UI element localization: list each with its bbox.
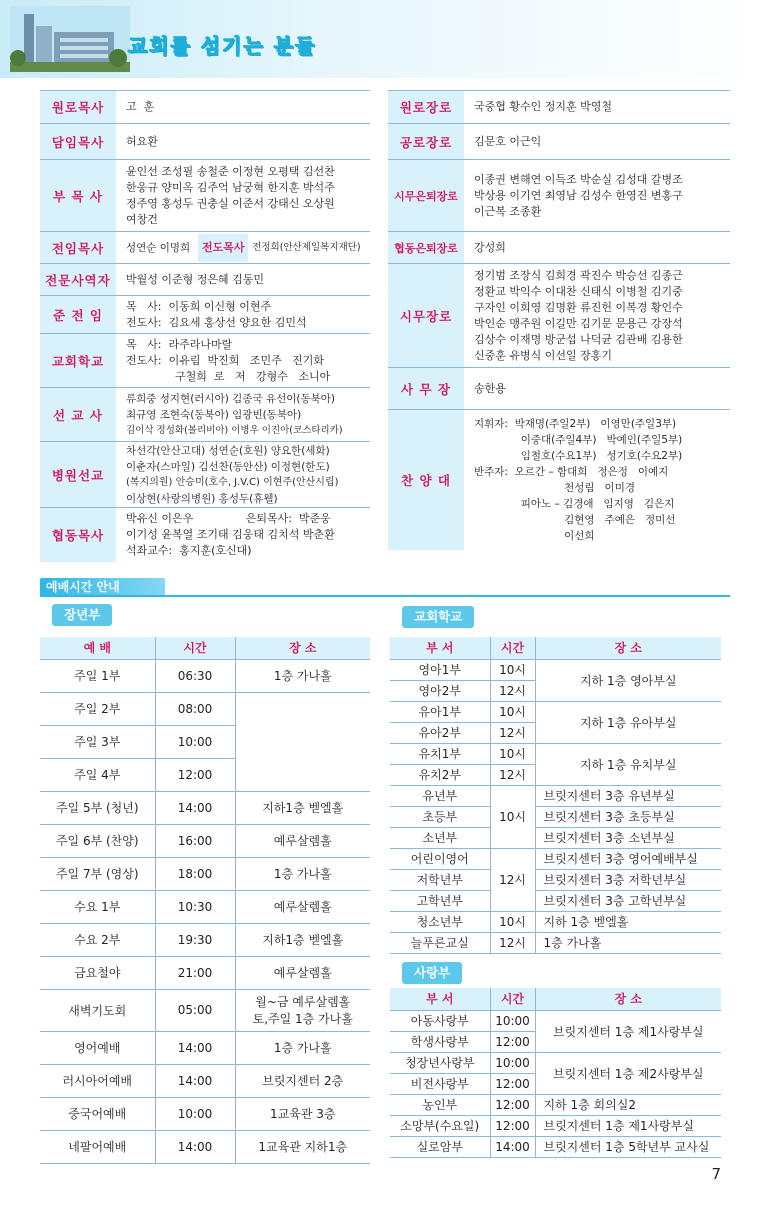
staff-value xyxy=(464,264,683,367)
table-cell-time: 12:00 xyxy=(490,1115,535,1136)
table-cell-name: 수요 1부 xyxy=(40,890,155,923)
staff-line: 정기범 조장식 김희경 곽진수 박승선 김종근 xyxy=(474,268,683,282)
table-cell-name: 늘푸른교실 xyxy=(390,932,490,953)
table-row xyxy=(390,848,721,869)
staff-line: 목 사: 이동희 이신형 이현주 xyxy=(126,299,272,313)
table-row xyxy=(390,869,721,890)
staff-row xyxy=(40,160,370,232)
table-cell-time: 10시 xyxy=(490,785,535,848)
table-cell-place: 브릿지센터 1층 5학년부 교사실 xyxy=(535,1136,721,1157)
staff-line: 임철호(수요1부) 성기호(수요2부) xyxy=(474,450,683,462)
table-cell-place: 지하1층 벧엘홀 xyxy=(235,791,370,824)
table-row xyxy=(390,1094,721,1115)
table-row xyxy=(40,1031,370,1064)
adult-tag: 장년부 xyxy=(52,604,112,626)
table-row xyxy=(390,806,721,827)
table-cell-name: 금요철야 xyxy=(40,956,155,989)
staff-line: 신중훈 유병식 이선일 장홍기 xyxy=(474,348,613,362)
staff-line: 성연순 이명희 xyxy=(126,241,191,254)
table-cell-name: 영아1부 xyxy=(390,659,490,680)
table-row xyxy=(40,824,370,857)
table-cell-place: 1층 가나홀 xyxy=(235,1031,370,1064)
staff-value: 박월성 이준형 정은혜 김동민 xyxy=(126,272,265,286)
table-cell-name: 주일 4부 xyxy=(40,758,155,791)
staff-line: 김현영 주예은 정미선 xyxy=(474,514,676,526)
staff-label: 협동목사 xyxy=(40,508,116,562)
table-cell-name: 유치2부 xyxy=(390,764,490,785)
staff-line: 이중대(주일4부) 박예인(주일5부) xyxy=(474,434,683,446)
table-cell-time: 21:00 xyxy=(155,956,235,989)
table-cell-name: 중국어예배 xyxy=(40,1097,155,1130)
staff-line: 한웅규 양미옥 김주억 남궁혁 한지훈 박석주 xyxy=(126,180,335,194)
staff-label: 원로장로 xyxy=(388,91,464,123)
table-row xyxy=(390,659,721,680)
staff-row xyxy=(40,334,370,388)
staff-value: 허요환 xyxy=(126,134,158,148)
staff-line: 구철희 로 저 강형수 소니아 xyxy=(126,369,331,383)
table-cell-name: 실로암부 xyxy=(390,1136,490,1157)
table-cell-place: 브릿지센터 3층 초등부실 xyxy=(535,806,721,827)
table-cell-time: 05:00 xyxy=(155,989,235,1031)
table-row xyxy=(390,743,721,764)
table-row xyxy=(40,989,370,1031)
table-cell-time: 14:00 xyxy=(490,1136,535,1157)
table-row xyxy=(390,827,721,848)
staff-line: 이종권 변해연 이득조 박순실 김성대 갈병조 xyxy=(474,172,683,186)
column-header: 부 서 xyxy=(390,637,490,659)
love-tag: 사랑부 xyxy=(402,962,462,984)
column-header: 장 소 xyxy=(535,988,721,1010)
staff-line: 이춘자(스마일) 김선찬(동안산) 이정현(한도) xyxy=(126,460,330,473)
table-cell-name: 주일 7부 (영상) xyxy=(40,857,155,890)
table-cell-time: 12시 xyxy=(490,932,535,953)
table-cell-name: 유치1부 xyxy=(390,743,490,764)
staff-value: 강성희 xyxy=(474,240,506,254)
staff-line: 석좌교수: 홍지훈(호신대) xyxy=(126,544,252,557)
table-header-row xyxy=(390,637,721,659)
table-cell-time: 12시 xyxy=(490,680,535,701)
table-cell-place: 1교육관 지하1층 xyxy=(235,1130,370,1163)
table-cell-name: 소망부(수요일) xyxy=(390,1115,490,1136)
staff-line: 이근복 조종환 xyxy=(474,204,542,218)
table-cell-name: 유아1부 xyxy=(390,701,490,722)
staff-label: 공로장로 xyxy=(388,124,464,159)
staff-line: 차선각(안산고대) 성연순(호원) 양요한(세화) xyxy=(126,444,330,457)
table-cell-name: 주일 2부 xyxy=(40,692,155,725)
staff-row xyxy=(388,368,730,410)
column-header: 장 소 xyxy=(535,637,721,659)
staff-line: 박인순 맹주원 이길만 김기문 문용근 강장석 xyxy=(474,316,683,330)
staff-line: 목 사: 라주라나마랄 xyxy=(126,337,233,351)
staff-line: (복지의원) 안승미(호수, J.V.C) 이현주(안산시립) xyxy=(126,476,339,488)
table-cell-name: 아동사랑부 xyxy=(390,1010,490,1031)
table-cell-name: 청장년사랑부 xyxy=(390,1052,490,1073)
table-row xyxy=(40,1064,370,1097)
staff-value: 송한용 xyxy=(474,381,506,395)
staff-label: 원로목사 xyxy=(40,91,116,123)
column-header: 시간 xyxy=(155,637,235,659)
table-cell-place: 1층 가나홀 xyxy=(235,659,370,692)
table-row xyxy=(40,692,370,725)
table-row xyxy=(40,1097,370,1130)
table-cell-name: 어린이영어 xyxy=(390,848,490,869)
table-header-row xyxy=(40,637,370,659)
staff-line: 전도사: 김요세 홍상선 양요한 김민석 xyxy=(126,315,307,329)
staff-label: 전임목사 xyxy=(40,232,116,263)
table-cell-name: 유아2부 xyxy=(390,722,490,743)
table-row xyxy=(40,923,370,956)
staff-label: 담임목사 xyxy=(40,124,116,159)
table-row xyxy=(40,659,370,692)
column-header: 시간 xyxy=(490,637,535,659)
staff-row xyxy=(388,232,730,264)
table-cell-name: 청소년부 xyxy=(390,911,490,932)
table-cell-place: 브릿지센터 2층 xyxy=(235,1064,370,1097)
table-cell-time: 12:00 xyxy=(490,1094,535,1115)
table-cell-name: 비전사랑부 xyxy=(390,1073,490,1094)
column-header: 부 서 xyxy=(390,988,490,1010)
love-table xyxy=(390,988,721,1158)
staff-label: 시무장로 xyxy=(388,264,464,367)
table-cell-time: 12:00 xyxy=(490,1073,535,1094)
table-cell-name: 영어예배 xyxy=(40,1031,155,1064)
staff-row xyxy=(388,124,730,160)
table-cell-name: 새벽기도회 xyxy=(40,989,155,1031)
staff-label: 협동은퇴장로 xyxy=(388,232,464,263)
staff-extra-value: 전정희(안산제일복지재단) xyxy=(252,241,361,253)
table-cell-name: 네팔어예배 xyxy=(40,1130,155,1163)
table-cell-name: 수요 2부 xyxy=(40,923,155,956)
staff-value xyxy=(116,334,330,387)
table-cell-place: 지하 1층 벧엘홀 xyxy=(535,911,721,932)
staff-line: 이상현(사랑의병원) 홍성두(휴웰) xyxy=(126,492,278,505)
table-cell-place: 브릿지센터 3층 유년부실 xyxy=(535,785,721,806)
staff-label: 시무은퇴장로 xyxy=(388,160,464,231)
staff-label: 선 교 사 xyxy=(40,388,116,441)
table-cell-time: 10시 xyxy=(490,911,535,932)
table-cell-place: 1층 가나홀 xyxy=(535,932,721,953)
staff-row xyxy=(40,296,370,334)
staff-line: 지휘자: 박재명(주일2부) 이영만(주일3부) xyxy=(474,418,677,430)
staff-line: 구자인 이희영 김명환 류진헌 이복경 황인수 xyxy=(474,300,683,314)
staff-line: 천성림 이미경 xyxy=(474,482,635,494)
table-cell-name: 농인부 xyxy=(390,1094,490,1115)
staff-line: 반주자: 오르간 – 함대희 정은정 이예지 xyxy=(474,466,669,478)
staff-line: 이선희 xyxy=(474,530,595,542)
staff-value xyxy=(116,508,335,562)
table-cell-time: 10:00 xyxy=(490,1052,535,1073)
staff-row xyxy=(40,264,370,296)
staff-line: 윤인선 조성필 송철준 이정현 오평택 김선찬 xyxy=(126,164,335,178)
table-cell-place: 지하 1층 유치부실 xyxy=(535,743,721,785)
table-cell-time: 12:00 xyxy=(490,1031,535,1052)
table-row xyxy=(390,1052,721,1073)
staff-row xyxy=(388,90,730,124)
staff-row xyxy=(388,264,730,368)
table-cell-time: 10:00 xyxy=(155,1097,235,1130)
table-cell-place: 브릿지센터 3층 고학년부실 xyxy=(535,890,721,911)
staff-row xyxy=(40,124,370,160)
section-divider xyxy=(40,595,730,597)
table-cell-place: 1층 가나홀 xyxy=(235,857,370,890)
table-cell-name: 저학년부 xyxy=(390,869,490,890)
table-cell-time: 14:00 xyxy=(155,1064,235,1097)
staff-row xyxy=(40,388,370,442)
table-cell-place: 브릿지센터 3층 영어예배부실 xyxy=(535,848,721,869)
table-cell-place: 1교육관 3층 xyxy=(235,1097,370,1130)
table-cell-time: 14:00 xyxy=(155,1031,235,1064)
table-cell-time: 19:30 xyxy=(155,923,235,956)
table-cell-place: 지하 1층 회의실2 xyxy=(535,1094,721,1115)
table-cell-time: 10:30 xyxy=(155,890,235,923)
table-cell-place: 브릿지센터 1층 제2사랑부실 xyxy=(535,1052,721,1094)
school-table xyxy=(390,637,721,954)
table-cell-time: 10시 xyxy=(490,701,535,722)
staff-label: 찬 양 대 xyxy=(388,410,464,550)
staff-row xyxy=(388,160,730,232)
table-cell-time: 10:00 xyxy=(155,725,235,758)
table-cell-name: 고학년부 xyxy=(390,890,490,911)
table-cell-place: 예루살렘홀 xyxy=(235,824,370,857)
table-cell-time: 12시 xyxy=(490,722,535,743)
staff-extra-label: 전도목사 xyxy=(198,234,248,262)
table-cell-time: 06:30 xyxy=(155,659,235,692)
table-cell-time: 12시 xyxy=(490,764,535,785)
staff-value xyxy=(116,296,307,333)
table-cell-time: 18:00 xyxy=(155,857,235,890)
staff-line: 정주영 홍성두 권충실 이준서 강태신 오상원 xyxy=(126,196,335,210)
table-cell-time: 12시 xyxy=(490,848,535,911)
table-row xyxy=(390,785,721,806)
page-title: 교회를 섬기는 분들 xyxy=(128,34,317,58)
staff-line: 김이삭 정성화(볼리비아) 이병우 이진아(코스타리카) xyxy=(126,424,343,436)
table-row xyxy=(40,857,370,890)
table-cell-place: 예루살렘홀 xyxy=(235,890,370,923)
staff-row xyxy=(40,232,370,264)
staff-line: 류희중 성지현(러시아) 김종국 유선이(동북아) xyxy=(126,392,335,405)
staff-row xyxy=(40,90,370,124)
staff-line: 이기성 윤복열 조기태 김웅태 김치석 박춘환 xyxy=(126,528,335,541)
staff-label: 부 목 사 xyxy=(40,160,116,231)
table-row xyxy=(390,911,721,932)
table-row xyxy=(390,1136,721,1157)
table-cell-time: 14:00 xyxy=(155,1130,235,1163)
table-row xyxy=(390,890,721,911)
table-row xyxy=(40,1130,370,1163)
table-cell-place: 브릿지센터 3층 저학년부실 xyxy=(535,869,721,890)
table-row xyxy=(40,956,370,989)
staff-line: 김상수 이재명 방군섭 나덕균 김관배 김용한 xyxy=(474,332,683,346)
staff-line: 박유신 이은우 은퇴목사: 박준웅 xyxy=(126,512,331,525)
staff-label: 사 무 장 xyxy=(388,368,464,409)
staff-line: 여창건 xyxy=(126,212,158,226)
table-cell-time: 10시 xyxy=(490,659,535,680)
staff-label: 교회학교 xyxy=(40,334,116,387)
staff-value xyxy=(116,160,335,231)
table-cell-place: 브릿지센터 1층 제1사랑부실 xyxy=(535,1010,721,1052)
table-cell-name: 러시아어예배 xyxy=(40,1064,155,1097)
table-cell-time: 08:00 xyxy=(155,692,235,725)
worship-section-title: 예배시간 안내 xyxy=(40,578,165,596)
table-cell-place: 지하 1층 영아부실 xyxy=(535,659,721,701)
staff-row xyxy=(388,410,730,550)
staff-label: 병원선교 xyxy=(40,442,116,507)
staff-value xyxy=(116,388,343,441)
staff-label: 전문사역자 xyxy=(40,264,116,295)
table-row xyxy=(390,1010,721,1031)
church-building-illustration xyxy=(10,6,130,72)
table-cell-place xyxy=(235,692,370,791)
table-cell-name: 주일 3부 xyxy=(40,725,155,758)
staff-row xyxy=(40,442,370,508)
staff-line: 최규영 조현숙(동북아) 임광빈(동북아) xyxy=(126,408,302,421)
staff-value xyxy=(116,232,361,263)
column-header: 예 배 xyxy=(40,637,155,659)
staff-value: 국중협 황수인 정지훈 박영철 xyxy=(474,100,613,113)
table-row xyxy=(40,890,370,923)
school-tag: 교회학교 xyxy=(402,606,474,628)
table-cell-place: 지하1층 벧엘홀 xyxy=(235,923,370,956)
adult-worship-table xyxy=(40,637,370,1164)
table-cell-place: 브릿지센터 1층 제1사랑부실 xyxy=(535,1115,721,1136)
staff-label: 준 전 임 xyxy=(40,296,116,333)
table-cell-time: 12:00 xyxy=(155,758,235,791)
column-header: 장 소 xyxy=(235,637,370,659)
table-cell-time: 10:00 xyxy=(490,1010,535,1031)
table-row xyxy=(390,701,721,722)
table-cell-name: 초등부 xyxy=(390,806,490,827)
table-cell-name: 학생사랑부 xyxy=(390,1031,490,1052)
staff-row xyxy=(40,508,370,562)
staff-value xyxy=(464,410,682,550)
table-cell-place: 월~금 예루살렘홀 토,주일 1층 가나홀 xyxy=(235,989,370,1031)
table-cell-place: 브릿지센터 3층 소년부실 xyxy=(535,827,721,848)
table-cell-place: 지하 1층 유아부실 xyxy=(535,701,721,743)
table-cell-time: 16:00 xyxy=(155,824,235,857)
staff-line: 박상용 이기연 최영남 김성수 한영진 변홍구 xyxy=(474,188,683,202)
table-cell-time: 10시 xyxy=(490,743,535,764)
staff-value xyxy=(116,442,339,507)
table-cell-name: 영아2부 xyxy=(390,680,490,701)
staff-line: 피아노 – 김경애 임지영 김은지 xyxy=(474,498,675,510)
table-cell-name: 주일 6부 (찬양) xyxy=(40,824,155,857)
table-cell-name: 주일 1부 xyxy=(40,659,155,692)
table-cell-time: 14:00 xyxy=(155,791,235,824)
column-header: 시간 xyxy=(490,988,535,1010)
staff-value xyxy=(464,160,683,231)
staff-value: 김문호 이근익 xyxy=(474,134,542,148)
table-row xyxy=(390,1115,721,1136)
staff-line: 전도사: 이유림 박진희 조민주 진기화 xyxy=(126,353,325,367)
table-header-row xyxy=(390,988,721,1010)
table-row xyxy=(390,932,721,953)
staff-line: 정환교 박익수 이대찬 신태식 이병철 김기중 xyxy=(474,284,683,298)
staff-value: 고 훈 xyxy=(126,100,155,113)
table-cell-name: 주일 5부 (청년) xyxy=(40,791,155,824)
page-header xyxy=(0,0,763,78)
table-cell-name: 유년부 xyxy=(390,785,490,806)
table-row xyxy=(40,791,370,824)
table-cell-name: 소년부 xyxy=(390,827,490,848)
table-cell-place: 예루살렘홀 xyxy=(235,956,370,989)
page-number: 7 xyxy=(711,1165,721,1183)
